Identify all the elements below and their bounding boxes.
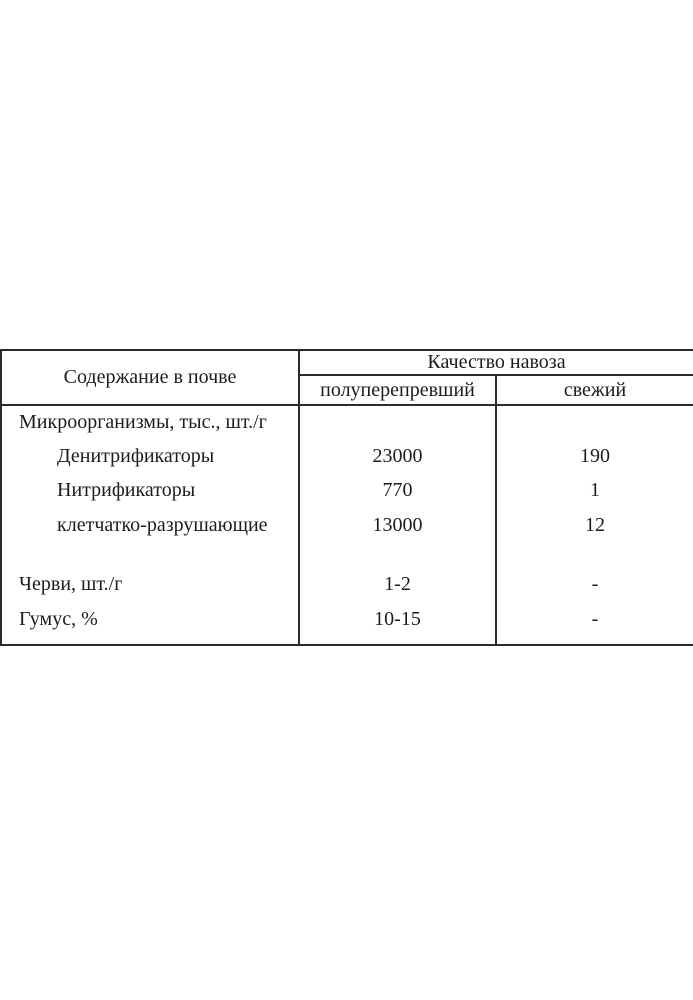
cell-fresh (496, 637, 693, 645)
table-row-worms (1, 567, 693, 602)
row-label (1, 637, 299, 645)
row-label: Денитрификаторы (57, 444, 215, 467)
row-label (1, 543, 299, 567)
table-row-microorganisms (1, 405, 693, 439)
row-label: Микроорганизмы, тыс., шт./г (19, 411, 267, 433)
cell-fresh: 12 (496, 508, 693, 543)
cell-fresh: 1 (496, 473, 693, 508)
row-label: Нитрификаторы (57, 479, 196, 501)
table-row-cellulose-decomposers (1, 508, 693, 543)
cell-semi-rotted: 10-15 (299, 602, 496, 637)
row-label: клетчатко-разрушающие (57, 514, 268, 536)
header-row-group (1, 350, 693, 375)
column-header-semi-rotted: полуперепревший (299, 375, 496, 405)
cell-fresh: 190 (496, 439, 693, 473)
cell-semi-rotted (299, 405, 496, 439)
table-row-nitrifiers (1, 473, 693, 508)
cell-fresh: - (496, 602, 693, 637)
table-row-denitrifiers (1, 439, 693, 473)
column-header-fresh: свежий (496, 375, 693, 405)
column-header-soil-content: Содержание в почве (1, 350, 299, 405)
row-label: Гумус, % (19, 608, 98, 630)
cell-semi-rotted (299, 637, 496, 645)
table-row-humus (1, 602, 693, 637)
cell-semi-rotted (299, 543, 496, 567)
row-label: Черви, шт./г (19, 573, 123, 595)
cell-semi-rotted: 1-2 (299, 567, 496, 602)
cell-fresh (496, 543, 693, 567)
spacer-row (1, 637, 693, 645)
cell-semi-rotted: 770 (299, 473, 496, 508)
column-group-header-manure-quality: Качество навоза (299, 350, 693, 375)
cell-fresh: - (496, 567, 693, 602)
soil-content-manure-quality-table (0, 349, 693, 646)
cell-semi-rotted: 23000 (299, 439, 496, 473)
table-row-blank (1, 543, 693, 567)
cell-semi-rotted: 13000 (299, 508, 496, 543)
cell-fresh (496, 405, 693, 439)
